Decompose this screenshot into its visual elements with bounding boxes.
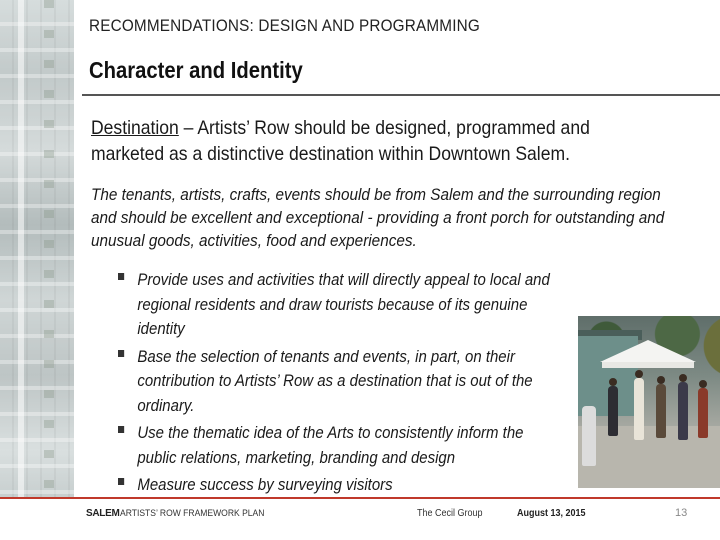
footer-divider — [0, 497, 720, 499]
square-bullet-icon — [118, 350, 124, 357]
footer-firm-name: The Cecil Group — [417, 508, 483, 519]
lead-text: – Artists’ Row should be designed, programmed and marketed as a distinctive destination within Downtown Salem. — [91, 117, 590, 165]
photo-tent — [600, 340, 696, 362]
aerial-map-strip — [0, 0, 74, 500]
event-photo — [578, 316, 720, 488]
photo-person-head — [657, 376, 665, 384]
photo-person-head — [699, 380, 707, 388]
photo-person-head — [609, 378, 617, 386]
bullet-text: Use the thematic idea of the Arts to consistently inform the public relations, marketing, branding and design — [137, 423, 524, 467]
footer-date: August 13, 2015 — [517, 508, 586, 519]
photo-person — [634, 378, 644, 440]
photo-person — [656, 384, 666, 438]
bullet-list — [118, 268, 558, 501]
section-heading: RECOMMENDATIONS: DESIGN AND PROGRAMMING — [89, 16, 480, 35]
list-item — [118, 421, 558, 470]
photo-person-head — [679, 374, 687, 382]
square-bullet-icon — [118, 478, 124, 485]
title-divider — [82, 94, 720, 96]
slide-title: Character and Identity — [89, 57, 303, 83]
footer-logo: SALEM — [86, 508, 120, 519]
photo-person — [698, 388, 708, 438]
lead-paragraph — [91, 115, 649, 167]
list-item — [118, 268, 558, 342]
square-bullet-icon — [118, 426, 124, 433]
bullet-text: Measure success by surveying visitors — [137, 475, 393, 494]
photo-person — [678, 382, 688, 440]
photo-person — [582, 406, 596, 466]
photo-person-head — [635, 370, 643, 378]
bullet-text: Provide uses and activities that will directly appeal to local and regional residents and draw tourists because of its genuine identity — [137, 270, 550, 338]
list-item — [118, 473, 558, 498]
bullet-text: Base the selection of tenants and events, in part, on their contribution to Artists’ Row as a destination that is out of the ordinary. — [137, 346, 533, 415]
square-bullet-icon — [118, 273, 124, 280]
photo-person — [608, 386, 618, 436]
lead-term: Destination — [91, 117, 179, 139]
list-item — [118, 345, 558, 419]
page-number: 13 — [675, 507, 688, 519]
photo-tent-canopy — [602, 362, 694, 368]
footer-plan-name: ARTISTS’ ROW FRAMEWORK PLAN — [120, 508, 265, 519]
body-paragraph: The tenants, artists, crafts, events should be from Salem and the surrounding region and should be excellent and exceptional - providing a front porch for outstanding and unusual goods, activities, food and experiences. — [91, 185, 665, 250]
footer-bar — [0, 499, 720, 540]
